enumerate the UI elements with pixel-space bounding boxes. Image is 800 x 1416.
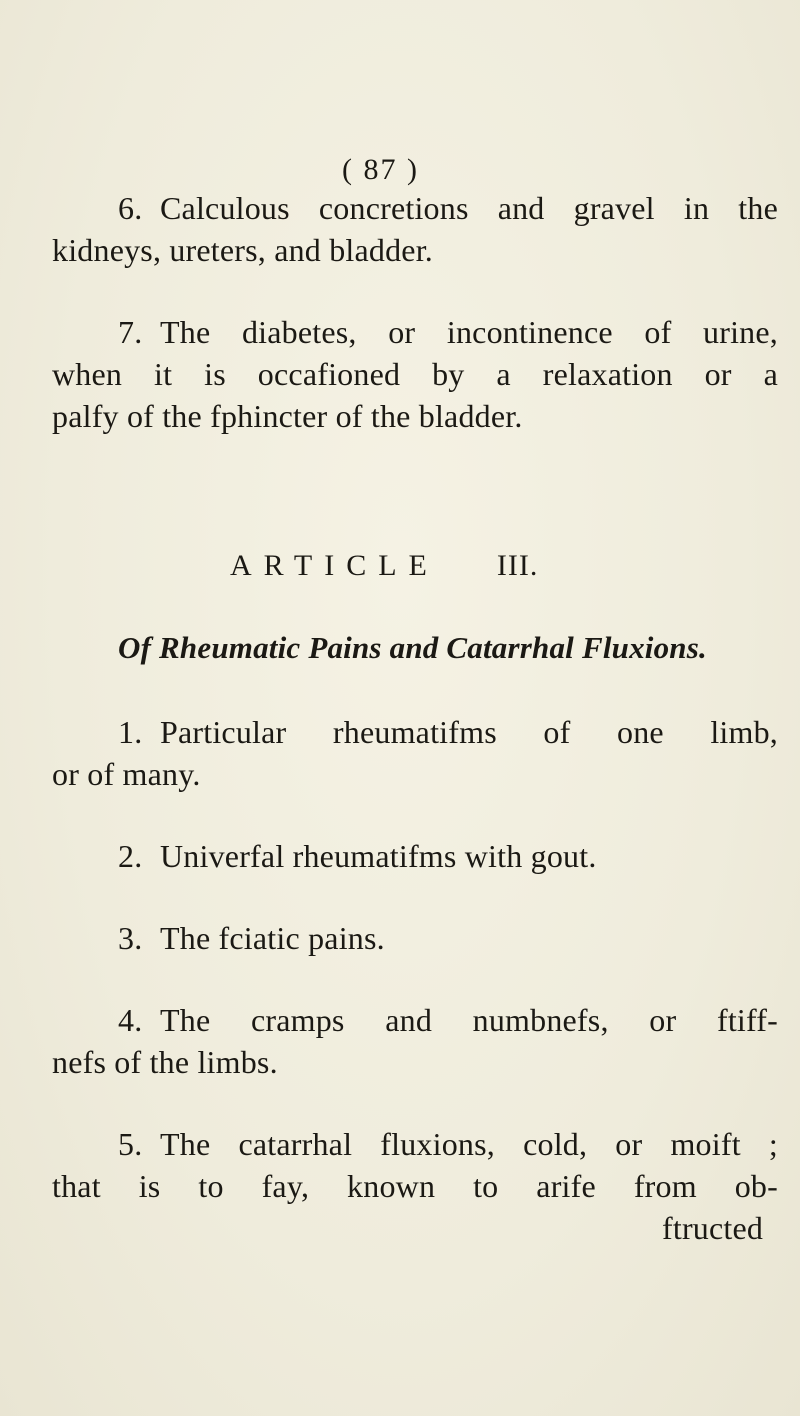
item-number: 3.	[118, 920, 143, 956]
page-number: ( 87 )	[342, 153, 419, 186]
item-text-line: Univerfal rheumatifms with gout.	[160, 838, 597, 874]
item-text-line: The cramps and numbnefs, or ftiff-	[160, 1002, 778, 1038]
item-number: 1.	[118, 714, 143, 750]
item-text-line: when it is occafioned by a relaxation or a	[52, 356, 778, 392]
item-text-line: that is to fay, known to arife from ob-	[52, 1168, 778, 1204]
article-heading	[230, 546, 538, 586]
article-title: Of Rheumatic Pains and Catarrhal Fluxions.	[118, 630, 707, 665]
item-number: 2.	[118, 838, 143, 874]
article-number: III.	[496, 549, 539, 582]
item-text-line: kidneys, ureters, and bladder.	[52, 232, 433, 268]
article-label: ARTICLE	[230, 549, 439, 582]
item-text-line: The diabetes, or incontinence of urine,	[160, 314, 778, 350]
item-text-line: nefs of the limbs.	[52, 1044, 278, 1080]
item-text-line: The catarrhal fluxions, cold, or moift ;	[160, 1126, 778, 1162]
catchword: ftructed	[662, 1210, 764, 1246]
item-number: 4.	[118, 1002, 143, 1038]
item-text-line: palfy of the fphincter of the bladder.	[52, 398, 523, 434]
item-number: 5.	[118, 1126, 143, 1162]
item-number: 7.	[118, 314, 143, 350]
item-text-line: Particular rheumatifms of one limb,	[160, 714, 778, 750]
item-text-line: Calculous concretions and gravel in the	[160, 190, 778, 226]
item-text-line: The fciatic pains.	[160, 920, 385, 956]
item-number: 6.	[118, 190, 143, 226]
item-text-line: or of many.	[52, 756, 201, 792]
